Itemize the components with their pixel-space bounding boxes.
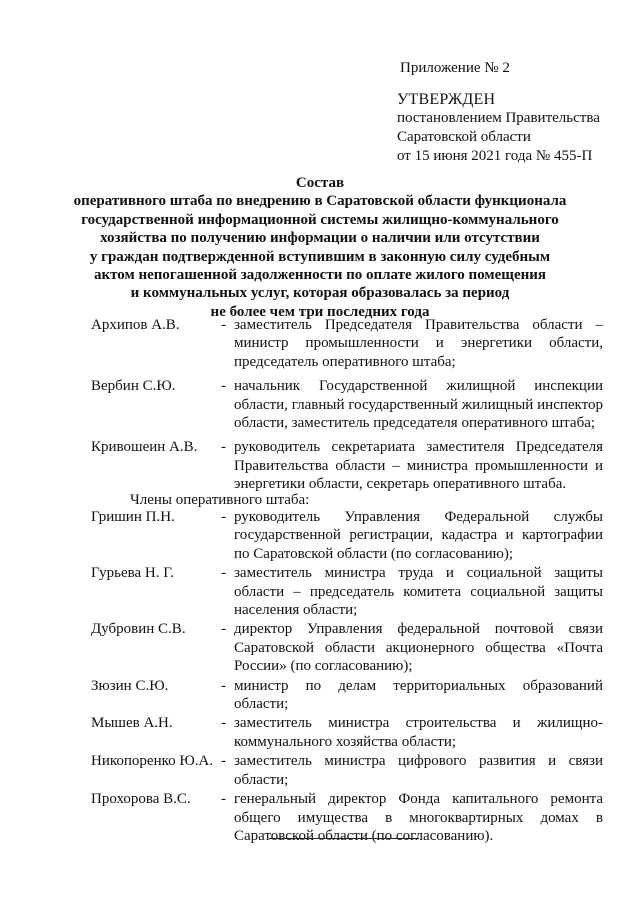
member-name: Кривошеин А.В.: [91, 439, 198, 456]
member-position: заместитель Председателя Правительства области – министр промышленности и энергетики области, председатель оперативного штаба;: [234, 317, 603, 370]
title-line: хозяйства по получению информации о наличии или отсутствии: [100, 230, 540, 247]
list-item: [91, 752, 603, 789]
approval-block: [397, 90, 600, 166]
dash-separator: -: [221, 677, 226, 694]
dash-separator: -: [221, 378, 226, 395]
approval-line: постановлением Правительства: [397, 110, 600, 126]
list-item: [91, 677, 603, 714]
member-position: заместитель министра строительства и жилищно-коммунального хозяйства области;: [234, 715, 603, 750]
end-divider: [269, 838, 419, 839]
title-line: оперативного штаба по внедрению в Саратовской области функционала: [73, 193, 567, 210]
member-name: Зюзин С.Ю.: [91, 677, 169, 694]
members-heading: Члены оперативного штаба:: [130, 492, 310, 508]
title-line: не более чем три последних года: [210, 303, 430, 320]
member-position: руководитель Управления Федеральной службы государственной регистрации, кадастра и картографии по Саратовской области (по согласованию);: [234, 509, 603, 562]
member-position: заместитель министра цифрового развития и связи области;: [234, 753, 603, 788]
member-name: Никопоренко Ю.А.: [91, 753, 214, 770]
list-item: [91, 377, 603, 432]
dash-separator: -: [221, 753, 226, 770]
member-position: заместитель министра труда и социальной защиты области – председатель комитета социальной защиты населения области;: [234, 565, 603, 619]
title-heading: Состав: [295, 175, 345, 191]
list-item: [91, 438, 603, 493]
dash-separator: -: [221, 791, 226, 808]
appendix-label: Приложение № 2: [400, 60, 510, 76]
document-title: [60, 174, 580, 321]
member-position: директор Управления федеральной почтовой связи Саратовской области акционерного общества «Почта России» (по согласованию);: [234, 621, 603, 675]
dash-separator: -: [221, 439, 226, 456]
member-name: Прохорова В.С.: [91, 791, 191, 808]
staff-leadership-list: [91, 316, 603, 500]
dash-separator: -: [221, 317, 226, 333]
dash-separator: -: [221, 565, 226, 582]
title-line: и коммунальных услуг, которая образовалась за период: [130, 285, 510, 302]
dash-separator: -: [221, 621, 226, 638]
staff-members-list: [91, 508, 603, 846]
member-position: министр по делам территориальных образований области;: [234, 677, 603, 713]
member-position: начальник Государственной жилищной инспекции области, главный государственный жилищный инспектор области, заместитель председателя оперативного штаба;: [234, 378, 603, 432]
member-position: генеральный директор Фонда капитального ремонта общего имущества в многоквартирных домах в Саратовской области (по согласованию).: [234, 791, 603, 844]
member-name: Вербин С.Ю.: [91, 378, 176, 395]
member-name: Мышев А.Н.: [91, 715, 173, 732]
list-item: [91, 564, 603, 619]
list-item: [91, 508, 603, 563]
approval-line: Саратовской области: [397, 129, 531, 145]
approval-line: от 15 июня 2021 года № 455-П: [397, 148, 593, 164]
member-name: Гришин П.Н.: [91, 509, 175, 525]
list-item: [91, 316, 603, 371]
list-item: [91, 714, 603, 751]
dash-separator: -: [221, 715, 226, 732]
title-line: у граждан подтвержденной вступившим в законную силу судебным: [89, 248, 551, 265]
member-name: Гурьева Н. Г.: [91, 565, 174, 582]
member-position: руководитель секретариата заместителя Председателя Правительства области – министра промышленности и энергетики области, секретарь оперативного штаба.: [234, 439, 603, 493]
dash-separator: -: [221, 509, 226, 525]
member-name: Архипов А.В.: [91, 317, 180, 333]
list-item: [91, 620, 603, 675]
title-line: государственной информационной системы жилищно-коммунального: [81, 211, 559, 228]
approved-stamp: УТВЕРЖДЕН: [397, 91, 496, 108]
member-name: Дубровин С.В.: [91, 621, 186, 638]
title-line: актом непогашенной задолженности по оплате жилого помещения: [93, 267, 547, 284]
